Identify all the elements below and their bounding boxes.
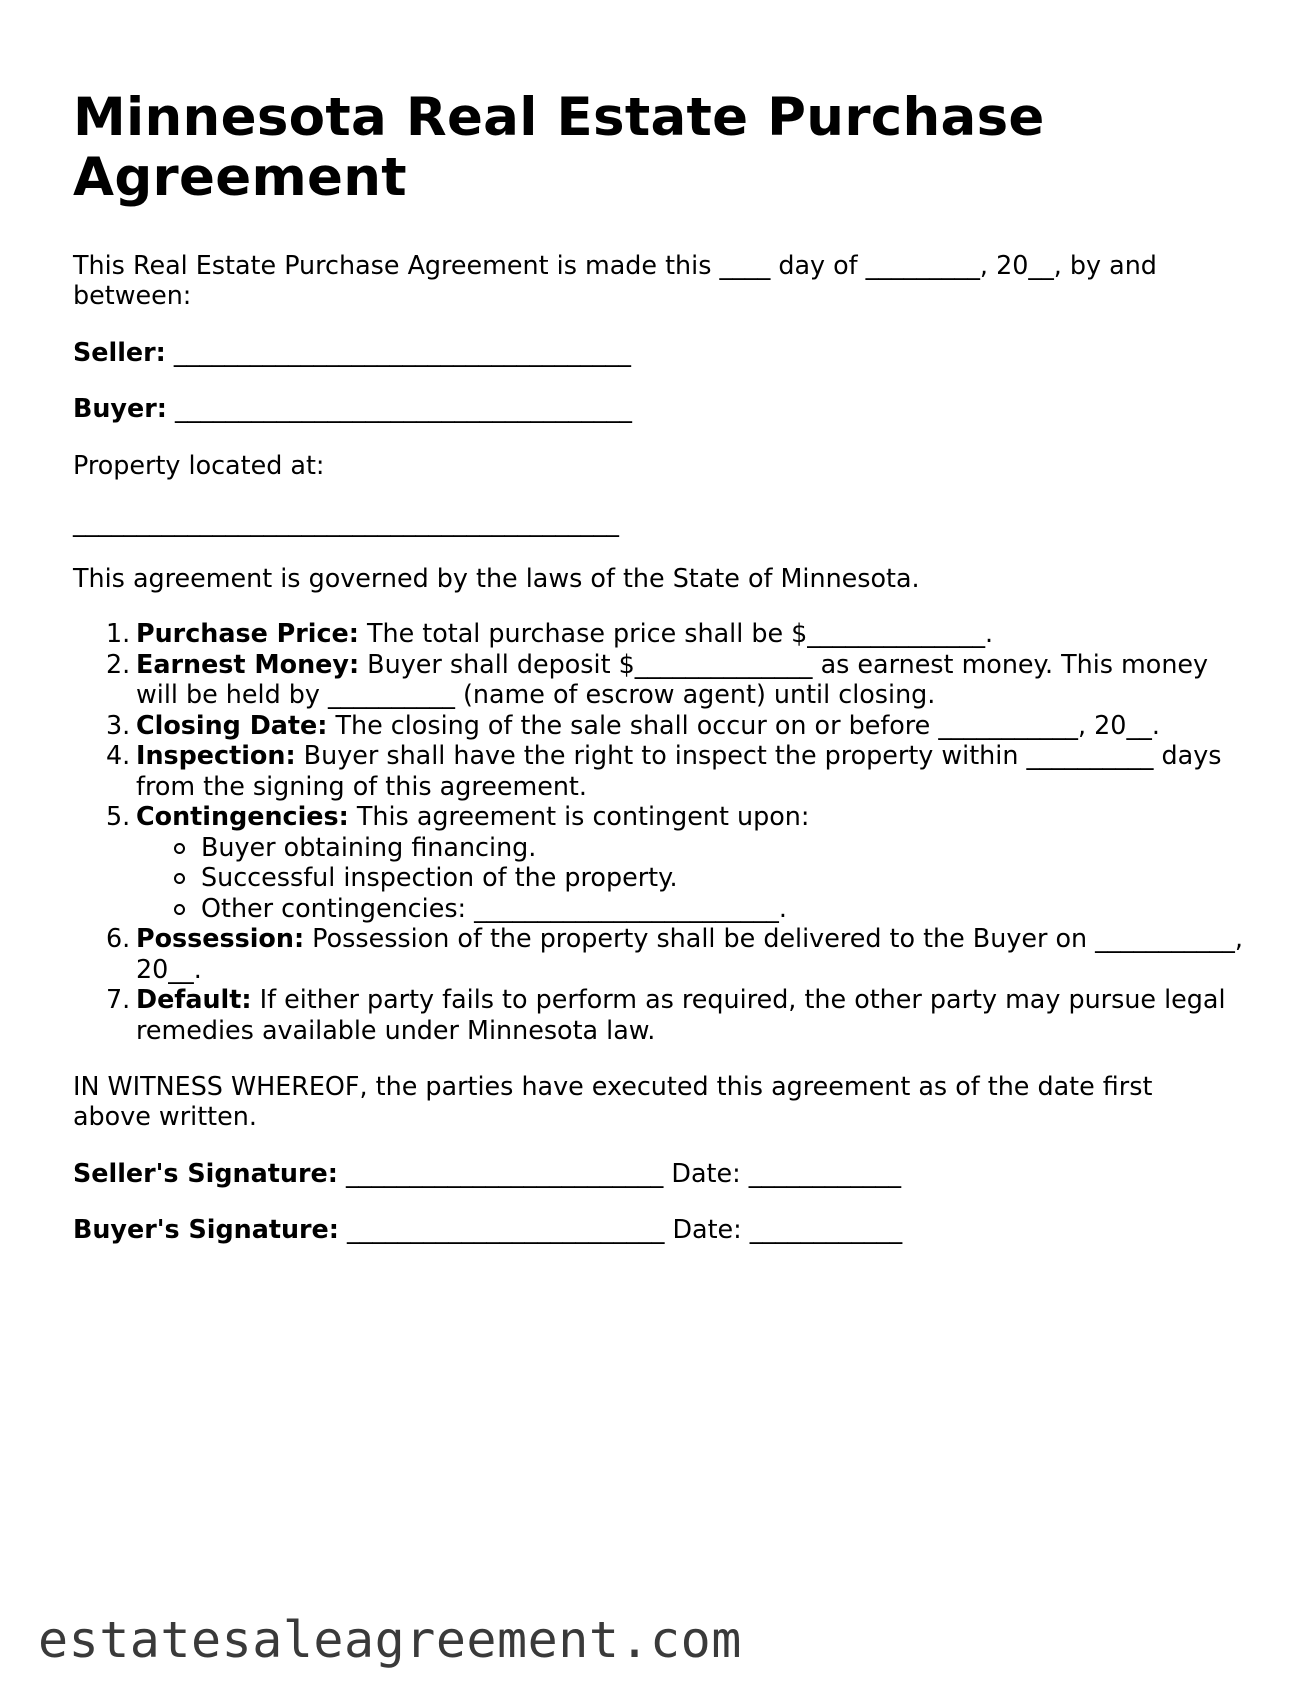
buyer-blank[interactable]: ____________________________________ — [166, 393, 632, 423]
buyer-label: Buyer: — [73, 393, 167, 423]
term-text: This agreement is contingent upon: — [348, 801, 810, 831]
term-item: 4. Inspection: Buyer shall have the right to inspect the property within __________ days from the signing of this agreement. — [106, 740, 1222, 801]
watermark: estatesaleagreement.com — [38, 1611, 742, 1669]
term-item: 6. Possession: Possession of the property shall be delivered to the Buyer on ___________, 20__. — [106, 923, 1243, 984]
page-title: Minnesota Real Estate Purchase Agreement — [73, 87, 1045, 208]
contingency-item: Other contingencies: ________________________. — [73, 893, 1253, 924]
seller-blank[interactable]: ____________________________________ — [165, 337, 631, 367]
term-item: 5. Contingencies: This agreement is contingent upon: — [106, 801, 810, 831]
term-text: The closing of the sale shall occur on or before ___________, 20__. — [327, 709, 1160, 740]
buyer-signature-label: Buyer's Signature: — [73, 1214, 339, 1244]
circle-bullet-icon — [174, 873, 185, 884]
term-text: Possession of the property shall be delivered to the Buyer on ___________, 20__. — [136, 923, 1243, 984]
term-text: Buyer shall have the right to inspect the property within __________ days from the signing of this agreement. — [136, 740, 1222, 801]
intro-line-2: between: — [73, 280, 192, 310]
term-label: Earnest Money: — [136, 648, 360, 679]
term-label: Purchase Price: — [136, 618, 359, 648]
buyer-signature-blank[interactable]: _________________________ — [338, 1214, 673, 1244]
property-label: Property located at: — [73, 450, 325, 480]
term-text: Buyer shall deposit $______________ as earnest money. This money will be held by __________ (name of escrow agent) until closing. — [136, 648, 1209, 709]
circle-bullet-icon — [174, 904, 185, 915]
term-item: 2. Earnest Money: Buyer shall deposit $______________ as earnest money. This money will be held by __________ (name of escrow agent) until closing. — [106, 648, 1209, 709]
term-item: 3. Closing Date: The closing of the sale shall occur on or before ___________, 20__. — [106, 709, 1160, 740]
buyer-date-label: Date: — [672, 1214, 742, 1244]
contingency-item: Buyer obtaining financing. — [73, 832, 1253, 863]
contingency-item: Successful inspection of the property. — [73, 862, 1253, 893]
terms-list — [73, 618, 1253, 1045]
seller-label: Seller: — [73, 337, 166, 367]
seller-date-label: Date: — [671, 1158, 741, 1188]
governing-law: This agreement is governed by the laws of the State of Minnesota. — [73, 563, 920, 593]
term-label: Default: — [136, 984, 252, 1014]
term-text: The total purchase price shall be $______________. — [358, 618, 994, 648]
witness-line-2: above written. — [73, 1101, 257, 1131]
seller-date-blank[interactable]: ____________ — [740, 1158, 902, 1188]
term-item: 1. Purchase Price: The total purchase price shall be $______________. — [106, 618, 994, 648]
circle-bullet-icon — [174, 843, 185, 854]
seller-signature-label: Seller's Signature: — [73, 1158, 338, 1188]
term-text: If either party fails to perform as required, the other party may pursue legal remedies available under Minnesota law. — [136, 984, 1226, 1045]
seller-field — [73, 337, 631, 368]
term-label: Inspection: — [136, 740, 296, 770]
buyer-field — [73, 393, 632, 424]
term-label: Possession: — [136, 923, 305, 953]
term-label: Closing Date: — [136, 709, 328, 740]
buyer-date-blank[interactable]: ____________ — [741, 1214, 903, 1244]
seller-signature-blank[interactable]: _________________________ — [337, 1158, 672, 1188]
term-label: Contingencies: — [136, 801, 349, 831]
term-item: 7. Default: If either party fails to perform as required, the other party may pursue legal remedies available under Minnesota law. — [106, 984, 1226, 1045]
seller-signature-line — [73, 1158, 901, 1189]
intro-line-1: This Real Estate Purchase Agreement is made this ____ day of _________, 20__, by and — [73, 250, 1157, 280]
buyer-signature-line — [73, 1214, 902, 1245]
witness-line-1: IN WITNESS WHEREOF, the parties have executed this agreement as of the date first — [73, 1071, 1153, 1101]
property-blank[interactable]: ___________________________________________ — [73, 507, 619, 537]
